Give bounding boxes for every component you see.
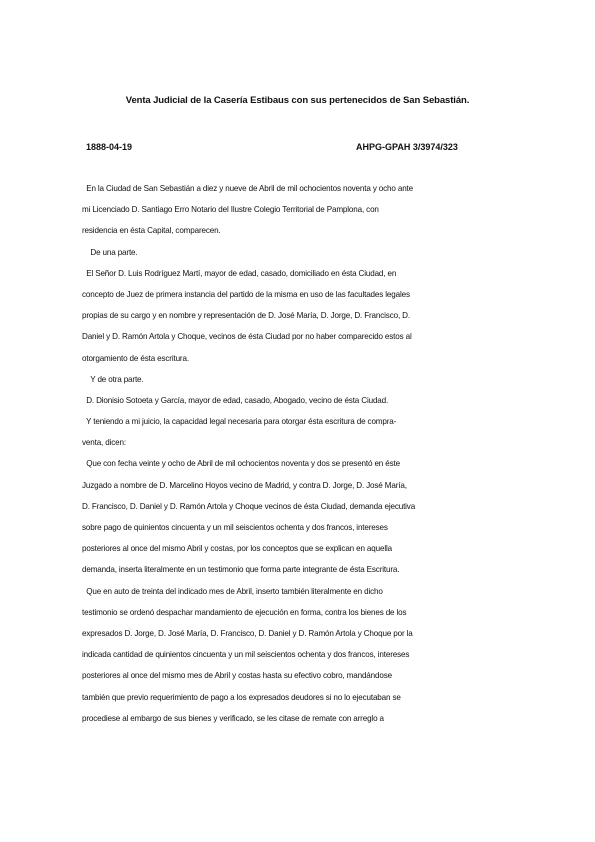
text-line: En la Ciudad de San Sebastián a diez y nueve de Abril de mil ochocientos noventa y ocho ante	[82, 184, 414, 193]
text-line: mi Licenciado D. Santiago Erro Notario del Ilustre Colegio Territorial de Pamplona, con	[82, 205, 379, 215]
text-line: concepto de Juez de primera instancia del partido de la misma en uso de las facultades legales	[82, 289, 410, 299]
archive-reference: AHPG-GPAH 3/3974/323	[356, 142, 458, 152]
document-title: Venta Judicial de la Casería Estibaus con sus pertenecidos de San Sebastián.	[125, 95, 470, 106]
document-date: 1888-04-19	[86, 142, 133, 152]
text-line: D. Francisco, D. Daniel y D. Ramón Artola y Choque vecinos de ésta Ciudad, demanda ejecutiva	[82, 501, 416, 511]
text-line: Juzgado a nombre de D. Marcelino Hoyos vecino de Madrid, y contra D. Jorge, D. José María,	[82, 480, 407, 490]
text-line: residencia en ésta Capital, comparecen.	[82, 226, 221, 236]
text-line: procediese al embargo de sus bienes y verificado, se les citase de remate con arreglo a	[82, 713, 384, 723]
text-line: D. Dionisio Sotoeta y García, mayor de edad, casado, Abogado, vecino de ésta Ciudad.	[82, 395, 389, 405]
text-line: posteriores al once del mismo Abril y costas, por los conceptos que se explican en aquella	[82, 544, 392, 554]
text-line: venta, dicen:	[82, 438, 126, 448]
document-body	[82, 178, 518, 729]
text-line: demanda, inserta literalmente en un testimonio que forma parte integrante de ésta Escritura.	[82, 565, 400, 575]
text-line: testimonio se ordenó despachar mandamiento de ejecución en forma, contra los bienes de los	[82, 607, 407, 617]
text-line: Que con fecha veinte y ocho de Abril de mil ochocientos noventa y dos se presentó en éste	[82, 459, 400, 469]
text-line: posteriores al once del mismo mes de Abril y costas hasta su efectivo cobro, mandándose	[82, 671, 392, 681]
text-line: expresados D. Jorge, D. José María, D. Francisco, D. Daniel y D. Ramón Artola y Choque por la	[82, 628, 413, 638]
text-line: otorgamiento de ésta escritura.	[82, 353, 189, 363]
text-line: indicada cantidad de quinientos cincuenta y un mil seiscientos ochenta y dos francos, intereses	[82, 650, 410, 660]
text-line: Y de otra parte.	[82, 374, 144, 384]
text-line: también que previo requerimiento de pago a los expresados deudores si no lo ejecutaban se	[82, 692, 401, 702]
text-line: sobre pago de quinientos cincuenta y un mil seiscientos ochenta y dos francos, intereses	[82, 523, 388, 532]
text-line: Y teniendo a mi juicio, la capacidad legal necesaria para otorgar ésta escritura de compra-	[82, 417, 397, 427]
text-line: El Señor D. Luis Rodríguez Martí, mayor de edad, casado, domiciliado en ésta Ciudad, en	[82, 268, 397, 278]
text-line: propias de su cargo y en nombre y representación de D. José María, D. Jorge, D. Francisco, D.	[82, 311, 410, 321]
text-line: Que en auto de treinta del indicado mes de Abril, inserto también literalmente en dicho	[82, 586, 383, 596]
text-line: De una parte.	[82, 247, 138, 257]
text-line: Daniel y D. Ramón Artola y Choque, vecinos de ésta Ciudad por no haber comparecido estos al	[82, 332, 412, 342]
